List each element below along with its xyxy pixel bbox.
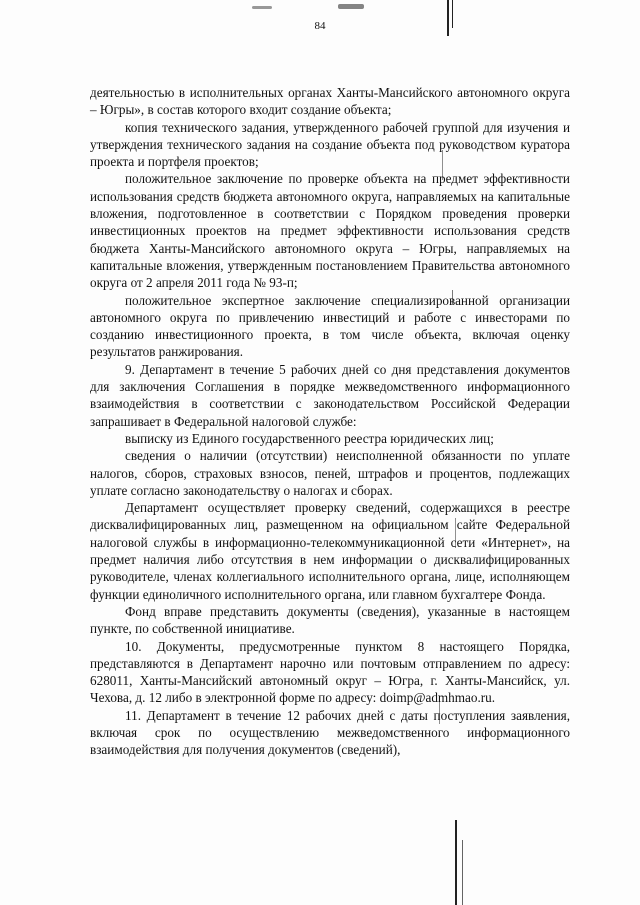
paragraph-6: выписку из Единого государственного реестра юридических лиц; [125, 430, 494, 446]
scan-line-bottom-1 [455, 820, 457, 905]
paragraph-8: Департамент осуществляет проверку сведений, содержащихся в реестре дисквалифицированных лиц, размещенном на официальном сайте Федеральной налоговой службы в информационно-телекоммуникационной сети «Интернет», на предмет наличия либо отсутствия в нем информации о дисквалифицированных руководителе, членах коллегиального исполнительного органа, лице, исполняющем функции единоличного исполнительного органа, или главном бухгалтере Фонда. [90, 500, 570, 602]
paragraph-1: деятельностью в исполнительных органах Ханты-Мансийского автономного округа – Югры», в состав которого входит создание объекта; [90, 85, 570, 118]
document-body [90, 84, 570, 759]
paragraph-3: положительное заключение по проверке объекта на предмет эффективности использования средств бюджета автономного округа, направляемых на капитальные вложения, подготовленное в соответствии с Порядком проведения проверки инвестиционных проектов на предмет эффективности использования средств бюджета Ханты-Мансийского автономного округа – Югры, направляемых на капитальные вложения, утвержденным постановлением Правительства автономного округа от 2 апреля 2011 года № 93-п; [90, 171, 570, 291]
page-number: 84 [314, 20, 326, 32]
paragraph-5-item-9: 9. Департамент в течение 5 рабочих дней со дня представления документов для заключения Соглашения в порядке межведомственного информационного взаимодействия в соответствии с законодательством Российской Федерации запрашивает в Федеральной налоговой службе: [90, 361, 570, 429]
paragraph-9: Фонд вправе представить документы (сведения), указанные в настоящем пункте, по собственной инициативе. [90, 603, 570, 637]
paragraph-7: сведения о наличии (отсутствии) неисполненной обязанности по уплате налогов, сборов, страховых взносов, пеней, штрафов и процентов, подлежащих уплате согласно законодательству о налогах и сборах. [90, 448, 570, 498]
paragraph-2: копия технического задания, утвержденного рабочей группой для изучения и утверждения технического задания на создание объекта под руководством куратора проекта и портфеля проектов; [90, 119, 570, 170]
paragraph-11-item-11: 11. Департамент в течение 12 рабочих дней с даты поступления заявления, включая срок по осуществлению межведомственного информационного взаимодействия для получения документов (сведений), [90, 707, 570, 758]
scan-line-bottom-2 [462, 840, 463, 905]
paragraph-10-item-10: 10. Документы, предусмотренные пунктом 8 настоящего Порядка, представляются в Департамент нарочно или почтовым отправлением по адресу: 628011, Ханты-Мансийский автономный округ – Югра, г. Ханты-Мансийск, ул. Чехова, д. 12 либо в электронной форме по адресу: doimp@admhmao.ru. [90, 638, 570, 706]
scan-smudge-top-left [252, 6, 272, 9]
paragraph-4: положительное экспертное заключение специализированной организации автономного округа по привлечению инвестиций и работе с инвесторами по созданию инвестиционного проекта, в том числе объекта, включая оценку результатов ранжирования. [90, 292, 570, 360]
scan-smudge-top-center [338, 4, 364, 9]
